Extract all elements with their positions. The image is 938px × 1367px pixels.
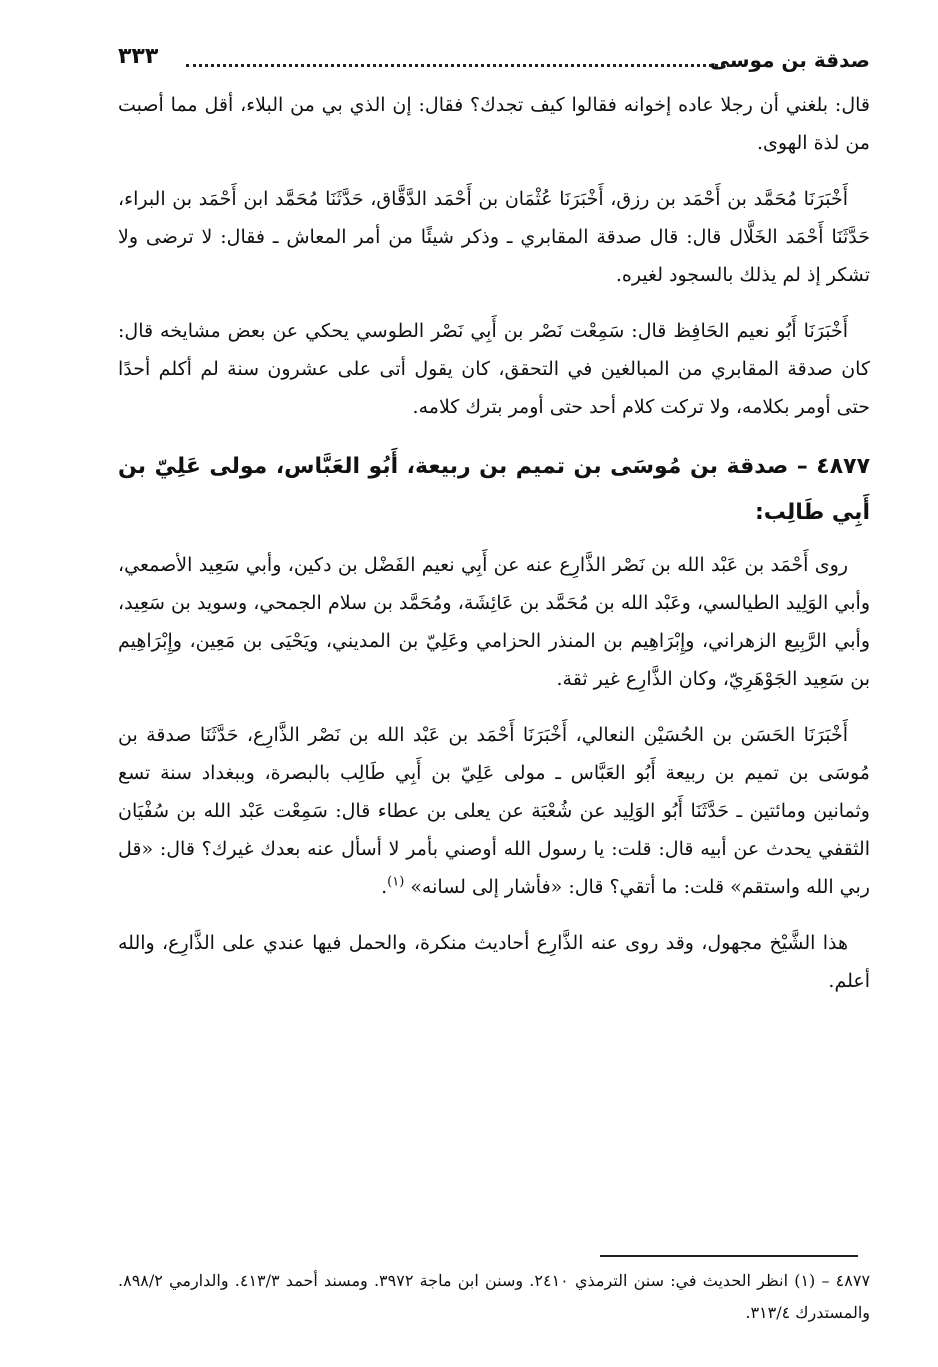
footnote-divider xyxy=(600,1255,858,1257)
running-header xyxy=(118,40,870,86)
header-dotted-leader xyxy=(186,64,730,67)
page-number: ٣٣٣ xyxy=(118,44,159,69)
entry-paragraph-1: روى أَحْمَد بن عَبْد الله بن نَصْر الذَّارِع عنه عن أَبِي نعيم الفَضْل بن دكين، وأبي سَعِيد الأصمعي، وأبي الوَلِيد الطيالسي، وعَبْد الله بن مُحَمَّد بن عَائِشَة، ومُحَمَّد بن سلام الجمحي، وسويد بن سَعِيد، وأبي الرَّبِيع الزهراني، وإِبْرَاهِيم بن المنذر الحزامي وعَلِيّ بن المديني، ويَحْيَى بن مَعِين، وإِبْرَاهِيم بن سَعِيد الجَوْهَرِيّ، وكان الذَّارِع غير ثقة. xyxy=(118,554,870,690)
entry-heading: ٤٨٧٧ – صدقة بن مُوسَى بن تميم بن ربيعة، أَبُو العَبَّاس، مولى عَلِيّ بن أَبِي طَالِب: xyxy=(118,454,870,525)
paragraph-2: أَخْبَرَنَا مُحَمَّد بن أَحْمَد بن رزق، أَخْبَرَنَا عُثْمَان بن أَحْمَد الدَّقَّاق، حَدَّثَنَا مُحَمَّد ابن أَحْمَد بن البراء، حَدَّثَنَا أَحْمَد الخَلَّال قال: قال صدقة المقابري ـ وذكر شيئًا من أمر المعاش ـ فقال: لا ترضى ولا تشكر إذ لم يذلك بالسجود لغيره. xyxy=(118,188,870,286)
entry-paragraph-2: أَخْبَرَنَا الحَسَن بن الحُسَيْن النعالي، أَخْبَرَنَا أَحْمَد بن عَبْد الله بن نَصْر الذَّارِع، حَدَّثَنَا صدقة بن مُوسَى بن تميم بن ربيعة أَبُو العَبَّاس ـ مولى عَلِيّ بن أَبِي طَالِب بالبصرة، وببغداد سنة تسع وثمانين ومائتين ـ حَدَّثَنَا أَبُو الوَلِيد عن شُعْبَة عن يعلى بن عطاء قال: سَمِعْت عَبْد الله بن سُفْيَان الثقفي يحدث عن أبيه قال: قلت: يا رسول الله أوصني بأمر لا أسأل عنه بعدك غيرك؟ قال: «قل ربي الله واستقم» قلت: ما أتقي؟ قال: «فأشار إلى لسانه» $^{(١)}$. xyxy=(118,724,870,898)
footnote-reference[interactable]: (١) xyxy=(387,874,405,890)
paragraph-1: قال: بلغني أن رجلا عاده إخوانه فقالوا كيف تجدك؟ فقال: إن الذي بي من البلاء، أقل مما أصبت من لذة الهوى. xyxy=(118,94,870,154)
footnote: ٤٨٧٧ – (١) انظر الحديث في: سنن الترمذي ٢٤١٠. وسنن ابن ماجة ٣٩٧٢. ومسند أحمد ٤١٣/٣. والدارمي ٨٩٨/٢. والمستدرك ٣١٣/٤. xyxy=(118,1271,871,1322)
entry-paragraph-3: هذا الشَّيْخ مجهول، وقد روى عنه الذَّارِع أحاديث منكرة، والحمل فيها عندي على الذَّارِع، والله أعلم. xyxy=(118,932,870,992)
paragraph-3: أَخْبَرَنَا أَبُو نعيم الحَافِظ قال: سَمِعْت نَصْر بن أَبِي نَصْر الطوسي يحكي عن بعض مشايخه قال: كان صدقة المقابري من المبالغين في التحقق، كان يقول أتى على عشرون سنة لم أكلم أحدًا حتى أومر بكلامه، ولا تركت كلام أحد حتى أومر بترك كلامه. xyxy=(118,320,870,418)
page-body xyxy=(118,86,870,1018)
header-title: صدقة بن موسى xyxy=(709,48,870,72)
entry-paragraph-2-text: أَخْبَرَنَا الحَسَن بن الحُسَيْن النعالي، أَخْبَرَنَا أَحْمَد بن عَبْد الله بن نَصْر الذَّارِع، حَدَّثَنَا صدقة بن مُوسَى بن تميم بن ربيعة أَبُو العَبَّاس ـ مولى عَلِيّ بن أَبِي طَالِب بالبصرة، وببغداد سنة تسع وثمانين ومائتين ـ حَدَّثَنَا أَبُو الوَلِيد عن شُعْبَة عن يعلى بن عطاء قال: سَمِعْت عَبْد الله بن سُفْيَان الثقفي يحدث عن أبيه قال: قلت: يا رسول الله أوصني بأمر لا أسأل عنه بعدك غيرك؟ قال: «قل ربي الله واستقم» قلت: ما أتقي؟ قال: «فأشار إلى لسانه» xyxy=(118,724,870,898)
